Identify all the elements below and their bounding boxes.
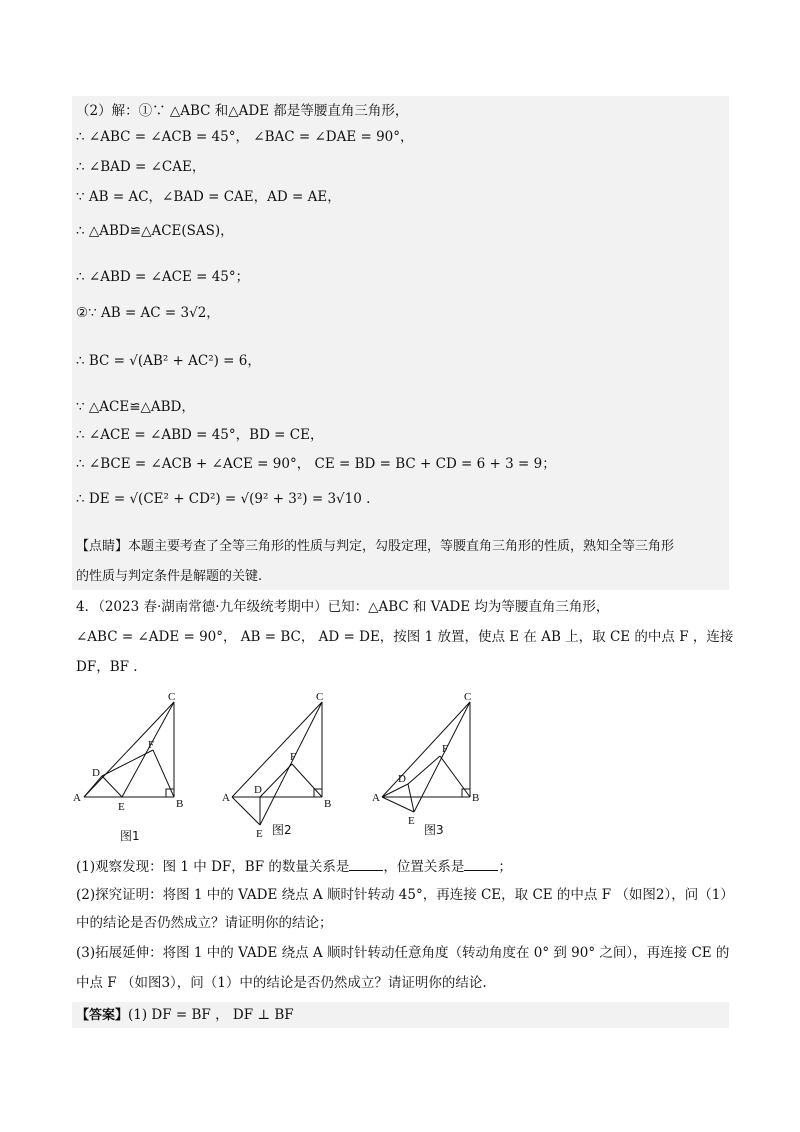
figure-3	[382, 702, 470, 812]
fig2-label-b: B	[324, 798, 332, 810]
solution-line-4: ∵ AB = AC，∠BAD = CAE，AD = AE，	[76, 189, 341, 205]
fig1-caption: 图1	[120, 829, 140, 843]
fig1-label-d: D	[92, 767, 100, 779]
fig2-label-d: D	[254, 784, 262, 796]
question-3-line-1: (3)拓展延伸：将图 1 中的 VADE 绕点 A 顺时针转动任意角度（转动角度在 0° 到 90° 之间），再连接 CE 的	[76, 945, 730, 961]
solution-line-2: ∴ ∠ABC = ∠ACB = 45°， ∠BAC = ∠DAE = 90°，	[76, 129, 414, 145]
fig1-label-a: A	[73, 792, 81, 804]
question-1-prefix: (1)观察发现：图 1 中 DF，BF 的数量关系是	[76, 859, 350, 875]
figure-2	[232, 702, 322, 825]
question-1-mid: ，位置关系是	[383, 859, 465, 875]
solution-line-12: ∴ DE = √(CE² + CD²) = √(9² + 3²) = 3√10 .	[76, 491, 371, 507]
solution-line-1: （2）解：①∵ △ABC 和△ADE 都是等腰直角三角形，	[76, 103, 409, 119]
solution-line-7: ②∵ AB = AC = 3√2，	[76, 305, 220, 321]
question-1-end: ；	[498, 859, 512, 875]
fig3-label-e: E	[408, 815, 415, 827]
fig2-label-a: A	[222, 792, 230, 804]
problem-line-3: DF，BF .	[76, 659, 138, 675]
solution-line-8: ∴ BC = √(AB² + AC²) = 6，	[76, 353, 261, 369]
solution-line-10: ∴ ∠ACE = ∠ABD = 45°，BD = CE，	[76, 427, 324, 443]
fig2-label-e: E	[256, 828, 263, 840]
fig3-label-d: D	[398, 773, 406, 785]
fig2-label-f: F	[290, 751, 297, 763]
fig2-label-c: C	[316, 691, 324, 703]
fig3-label-f: F	[442, 743, 449, 755]
answer-label: 【答案】	[76, 1008, 129, 1023]
question-2-line-2: 中的结论是否仍然成立？请证明你的结论；	[76, 915, 333, 931]
fig3-label-a: A	[372, 792, 380, 804]
fig1-label-e: E	[118, 801, 125, 813]
problem-line-1: 4．（2023 春·湖南常德·九年级统考期中）已知：△ABC 和 VADE 均为等腰直角三角形，	[76, 599, 610, 615]
fig2-caption: 图2	[272, 823, 292, 837]
solution-line-3: ∴ ∠BAD = ∠CAE，	[76, 159, 206, 175]
fig1-label-c: C	[168, 691, 176, 703]
solution-line-11: ∴ ∠BCE = ∠ACB + ∠ACE = 90°， CE = BD = BC + CD = 6 + 3 = 9；	[76, 456, 556, 472]
problem-line-2: ∠ABC = ∠ADE = 90°， AB = BC， AD = DE，按图 1 放置，使点 E 在 AB 上，取 CE 的中点 F ，连接	[76, 629, 734, 645]
answer-text: (1) DF = BF ， DF ⊥ BF	[128, 1007, 294, 1023]
solution-line-5: ∴ △ABD≌△ACE(SAS)，	[76, 223, 234, 239]
fig3-label-b: B	[472, 792, 480, 804]
question-3-line-2: 中点 F （如图3），问（1）中的结论是否仍然成立？请证明你的结论.	[76, 975, 487, 991]
comment-line-1: 【点睛】本题主要考查了全等三角形的性质与判定，勾股定理，等腰直角三角形的性质，熟知全等三角形	[76, 539, 675, 554]
solution-line-9: ∵ △ACE≌△ABD，	[76, 399, 195, 415]
figure-1	[84, 702, 174, 797]
geometry-figures	[0, 690, 800, 850]
question-1	[76, 858, 512, 876]
answer-blank-2	[464, 858, 498, 871]
fig1-label-b: B	[176, 798, 184, 810]
answer-line	[76, 1006, 294, 1025]
fig1-label-f: F	[148, 739, 155, 751]
comment-line-2: 的性质与判定条件是解题的关键.	[76, 569, 263, 584]
fig3-label-c: C	[464, 691, 472, 703]
fig3-caption: 图3	[424, 823, 444, 837]
answer-blank-1	[349, 858, 383, 871]
question-2-line-1: (2)探究证明：将图 1 中的 VADE 绕点 A 顺时针转动 45°，再连接 CE，取 CE 的中点 F （如图2），问（1）	[76, 887, 734, 903]
solution-line-6: ∴ ∠ABD = ∠ACE = 45°；	[76, 269, 250, 285]
